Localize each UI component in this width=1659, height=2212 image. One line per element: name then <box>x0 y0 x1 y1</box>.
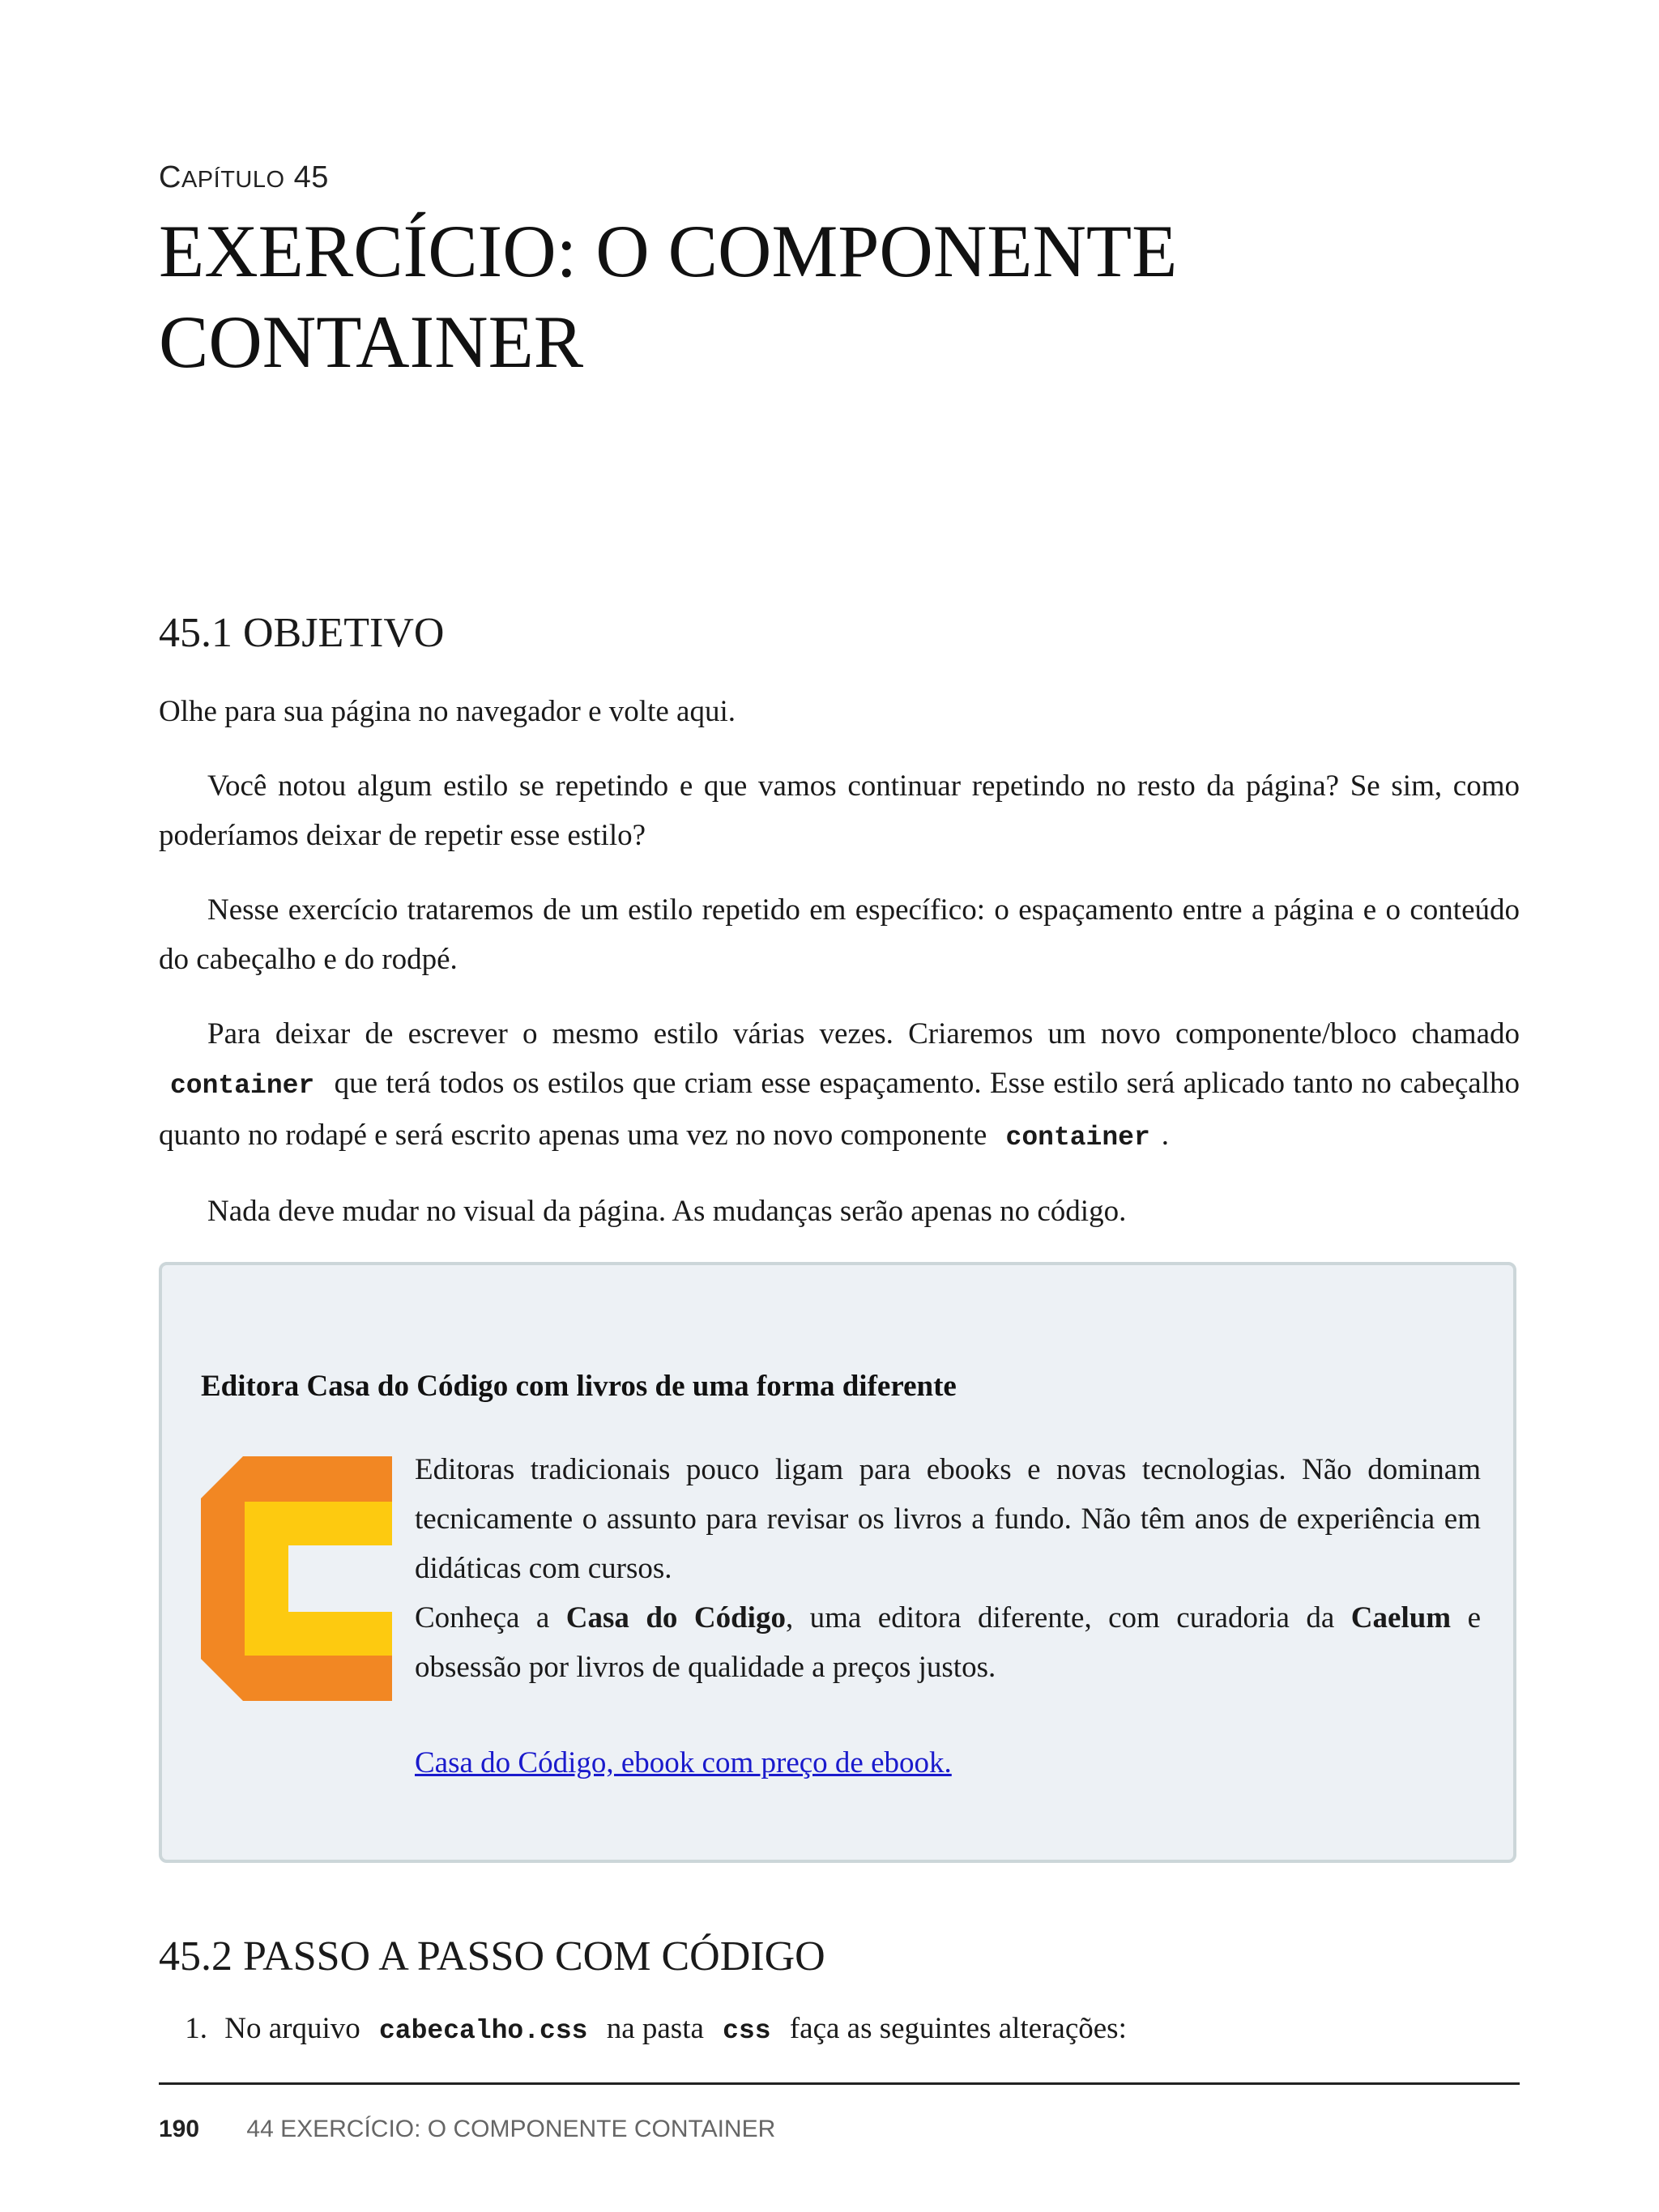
chapter-label-initial: C <box>159 160 181 194</box>
ad-box-title: Editora Casa do Código com livros de uma forma diferente <box>201 1370 957 1403</box>
paragraph-3: Nesse exercício trataremos de um estilo repetido em específico: o espaçamento entre a página e o conteúdo do cabeçalho e do rodpé. <box>159 893 1520 976</box>
casa-do-codigo-link[interactable]: Casa do Código, ebook com preço de ebook. <box>415 1746 952 1779</box>
paragraph-4-text-a: Para deixar de escrever o mesmo estilo várias vezes. Criaremos um novo componente/bloco chamado <box>207 1017 1520 1051</box>
casa-do-codigo-logo-icon <box>201 1456 392 1701</box>
chapter-label-rest: APÍTULO <box>181 167 285 193</box>
paragraph-1: Olhe para sua página no navegador e volte aqui. <box>159 695 736 728</box>
ad-box-text-1: Editoras tradicionais pouco ligam para ebooks e novas tecnologias. Não dominam tecnicamente o assunto para revisar os livros a fundo. Não têm anos de experiência em didáticas com cursos. <box>415 1453 1481 1585</box>
step-1 <box>159 2004 1127 2056</box>
paragraph-5: Nada deve mudar no visual da página. As mudanças serão apenas no código. <box>207 1195 1127 1228</box>
paragraph-4-text-b: que terá todos os estilos que criam esse espaçamento. Esse estilo será aplicado tanto no cabeçalho quanto no rodapé e será escrito apenas uma vez no novo componente <box>159 1067 1520 1152</box>
paragraph-4 <box>159 1009 1520 1162</box>
ad-box-text-2c: , uma editora diferente, com curadoria da <box>785 1601 1335 1634</box>
ad-box-text-2a: Conheça a <box>415 1601 550 1634</box>
publisher-ad-box <box>159 1262 1516 1863</box>
ad-box-bold-caelum: Caelum <box>1350 1601 1452 1634</box>
ad-box-text <box>415 1445 1481 1692</box>
ad-box-bold-casa: Casa do Código <box>565 1601 786 1634</box>
section-heading-passo-a-passo: 45.2 PASSO A PASSO COM CÓDIGO <box>159 1933 825 1980</box>
footer-divider <box>159 2082 1520 2085</box>
step-1-text-b: na pasta <box>606 2012 704 2045</box>
step-1-text-a: No arquivo <box>224 2012 360 2045</box>
section-heading-objetivo: 45.1 OBJETIVO <box>159 610 445 656</box>
chapter-title: EXERCÍCIO: O COMPONENTE CONTAINER <box>159 210 1178 383</box>
step-1-number: 1. <box>185 2012 207 2045</box>
page-number: 190 <box>159 2116 200 2142</box>
chapter-number: 45 <box>293 160 329 194</box>
chapter-label <box>159 160 329 195</box>
inline-code-css: css <box>723 2016 771 2046</box>
paragraph-2: Você notou algum estilo se repetindo e que vamos continuar repetindo no resto da página? Se sim, como poderíamos deixar de repetir esse estilo? <box>159 769 1520 852</box>
page-footer <box>159 2116 775 2143</box>
ad-box-text-2e: e obsessão por livros de qualidade a preços justos. <box>415 1601 1482 1684</box>
paragraph-4-text-c: . <box>1161 1119 1170 1152</box>
inline-code-cabecalho-css: cabecalho.css <box>379 2016 588 2046</box>
inline-code-container: container <box>170 1071 315 1101</box>
step-1-text-c: faça as seguintes alterações: <box>789 2012 1127 2045</box>
inline-code-container-2: container <box>1005 1123 1150 1153</box>
running-title: 44 EXERCÍCIO: O COMPONENTE CONTAINER <box>246 2116 776 2142</box>
